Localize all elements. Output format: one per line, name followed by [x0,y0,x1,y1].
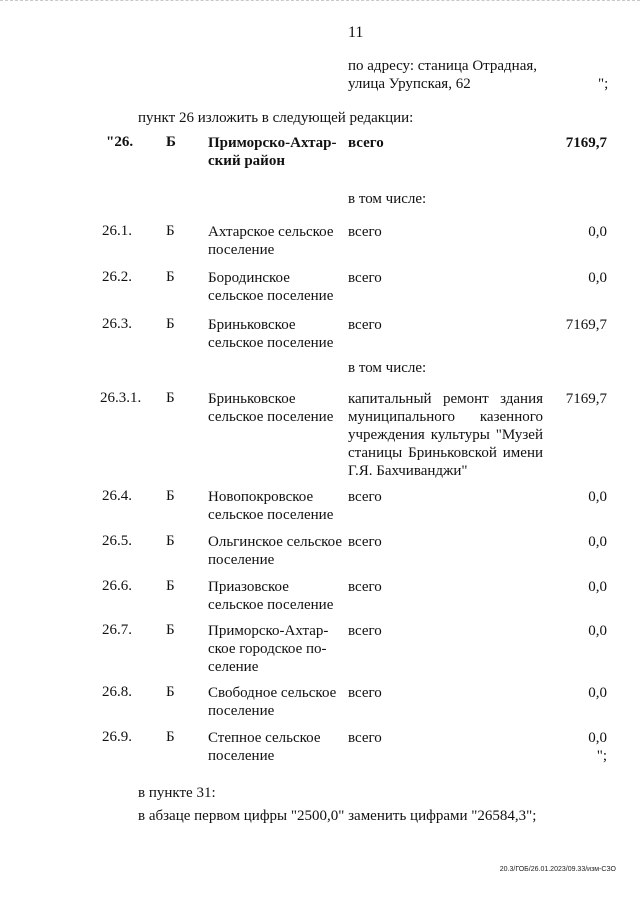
row-type: всего [348,685,382,701]
row-group: Б [166,316,175,332]
row-value: 0,0 [588,623,607,639]
row-number: 26.5. [102,533,132,549]
row-name: Новопокровское сельское поселение [208,489,334,523]
row-name: Степное сельское поселение [208,730,321,764]
row-number: 26.9. [102,729,132,745]
row-group: Б [166,269,175,285]
row-number: 26.6. [102,578,132,594]
page-number: 11 [348,24,364,41]
address-line-1: по адресу: станица Отрадная, [348,58,538,74]
row-group: Б [166,578,175,594]
row-group: Б [166,488,175,504]
address-closing-quote: "; [598,76,609,92]
row-number: 26.3. [102,316,132,332]
in-number-label-1: в том числе: [348,191,427,207]
row-value: 0,0 [588,685,607,701]
row-value: 0,0 [588,579,607,595]
row-value: 0,0 [588,534,607,550]
row-group: Б [166,684,175,700]
row-name: Приморско-Ахтар-ское городское по-селение [208,623,329,675]
row-number: 26.7. [102,622,132,638]
in-number-label-2: в том числе: [348,360,427,376]
row-number: "26. [106,134,134,150]
row-type: всего [348,730,382,746]
row-name: Бородинское сельское поселение [208,270,334,304]
row-group: Б [166,622,175,638]
row-group: Б [166,390,175,406]
row-type: всего [348,270,382,286]
row-type: всего [348,623,382,639]
row-name: Приморско-Ахтар-ский район [208,135,337,169]
row-value: 0,0 [588,224,607,240]
row-value: 0,0 [588,730,607,746]
row-group: Б [166,134,176,150]
row-number: 26.2. [102,269,132,285]
row-group: Б [166,729,175,745]
scan-top-edge [0,0,640,4]
row-group: Б [166,533,175,549]
document-footer-code: 20.3/ГОБ/26.01.2023/09.33/изм-СЗО [499,866,616,873]
row-name: Приазовское сельское поселение [208,579,334,613]
intro-text: пункт 26 изложить в следующей редакции: [138,110,414,126]
row-number: 26.8. [102,684,132,700]
row-type: всего [348,135,384,151]
row-value: 0,0 [588,489,607,505]
row-name: Бриньковское сельское поселение [208,391,334,425]
row-type: всего [348,534,382,550]
row-type: всего [348,579,382,595]
row-type: всего [348,489,382,505]
row-number: 26.1. [102,223,132,239]
row-value: 0,0 [588,270,607,286]
paragraph-31-text: в абзаце первом цифры "2500,0" заменить цифрами "26584,3"; [138,808,537,824]
address-line-2: улица Урупская, 62 [348,76,471,92]
row-group: Б [166,223,175,239]
row-name: Свободное сельское поселение [208,685,337,719]
row-type: капитальный ремонт здания муниципального казенного учреждения культуры "Музей станицы Бриньковской имени Г.Я. Бахчиванджи" [348,391,543,479]
row-value: 7169,7 [565,391,607,407]
row-type: всего [348,224,382,240]
row-name: Бриньковское сельское поселение [208,317,334,351]
paragraph-31-heading: в пункте 31: [138,785,216,801]
row-closing-quote: "; [596,748,607,764]
row-name: Ахтарское сельское поселение [208,224,334,258]
row-name: Ольгинское сельское поселение [208,534,342,568]
row-value: 7169,7 [565,317,607,333]
row-number: 26.3.1. [100,390,142,406]
row-value: 7169,7 [565,135,607,151]
row-number: 26.4. [102,488,132,504]
row-type: всего [348,317,382,333]
